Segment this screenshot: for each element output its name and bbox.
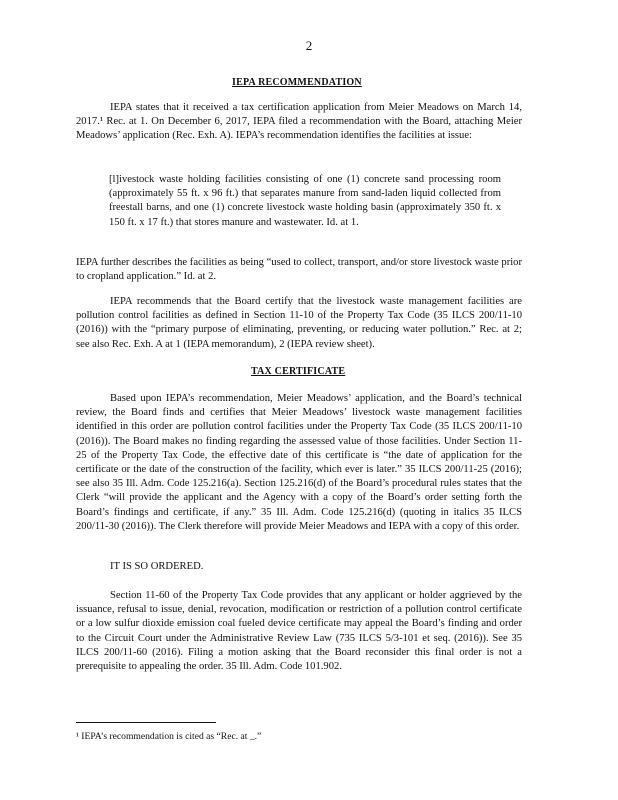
footnote-divider [76, 722, 216, 723]
paragraph-iepa-recommends: IEPA recommends that the Board certify that the livestock waste management facilities are pollution control facilities as defined in Section 11-10 of the Property Tax Code (35 ILCS 200/11-10 (2016)) with the “primary purpose of eliminating, preventing, or reducing water pollution.” Rec. at 2; see also Rec. Exh. A at 1 (IEPA memorandum), 2 (IEPA review sheet). [76, 296, 522, 350]
heading-tax-certificate: TAX CERTIFICATE [251, 366, 346, 377]
paragraph-so-ordered: IT IS SO ORDERED. [110, 561, 204, 572]
paragraph-facility-description: IEPA further describes the facilities as being “used to collect, transport, and/or store livestock waste prior to cropland application.” Id. at 2. [76, 257, 522, 283]
heading-iepa-recommendation: IEPA RECOMMENDATION [232, 77, 362, 88]
block-quote-facilities: [l]ivestock waste holding facilities consisting of one (1) concrete sand processing room (approximately 55 ft. x 96 ft.) that separates manure from sand-laden liquid collected from freestall barns, and one (1) concrete livestock waste holding basin (approximately 350 ft. x 150 ft. x 17 ft.) that stores manure and wastewater. Id. at 1. [109, 174, 501, 228]
paragraph-iepa-application: IEPA states that it received a tax certification application from Meier Meadows on March 14, 2017.¹ Rec. at 1. On December 6, 2017, IEPA filed a recommendation with the Board, attaching Meier Meadows’ application (Rec. Exh. A). IEPA’s recommendation identifies the facilities at issue: [76, 102, 522, 142]
paragraph-board-findings: Based upon IEPA’s recommendation, Meier Meadows’ application, and the Board’s technical review, the Board finds and certifies that Meier Meadows’ livestock waste management facilities identified in this order are pollution control facilities under the Property Tax Code (35 ILCS 200/11-10 (2016)). The Board makes no finding regarding the assessed value of those facilities. Under Section 11-25 of the Property Tax Code, the effective date of this certificate is “the date of application for the certificate or the date of the construction of the facility, which ever is later.” 35 ILCS 200/11-25 (2016); see also 35 Ill. Adm. Code 125.216(a). Section 125.216(d) of the Board’s procedural rules states that the Clerk “will provide the applicant and the Agency with a copy of the Board’s order setting forth the Board’s findings and certificate, if any.” 35 Ill. Adm. Code 125.216(d) (quoting in italics 35 ILCS 200/11-30 (2016)). The Clerk therefore will provide Meier Meadows and IEPA with a copy of this order. [76, 393, 522, 532]
footnote-1: ¹ IEPA’s recommendation is cited as “Rec. at _.” [76, 731, 262, 742]
paragraph-appeal-rights: Section 11-60 of the Property Tax Code provides that any applicant or holder aggrieved by the issuance, refusal to issue, denial, revocation, modification or restriction of a pollution control certificate or a low sulfur dioxide emission coal fueled device certificate may appeal the Board’s finding and order to the Circuit Court under the Administrative Review Law (735 ILCS 5/3-101 et seq. (2016)). See 35 ILCS 200/11-60 (2016). Filing a motion asking that the Board reconsider this final order is not a prerequisite to appealing the order. 35 Ill. Adm. Code 101.902. [76, 590, 522, 673]
page-number: 2 [305, 38, 313, 53]
